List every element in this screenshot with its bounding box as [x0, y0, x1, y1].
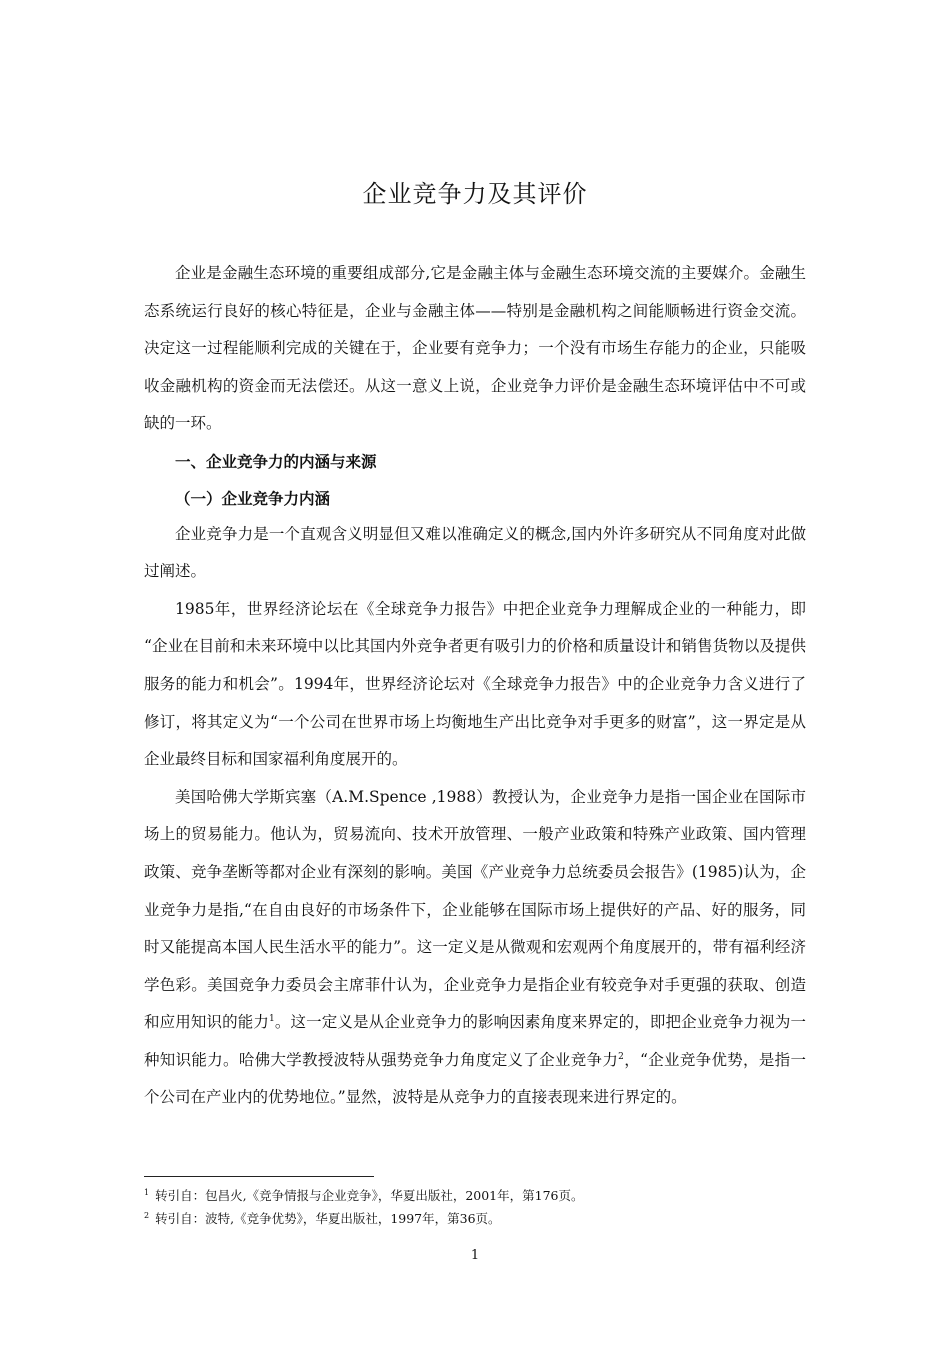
footnote-ref-2[interactable]: 2	[618, 1051, 624, 1062]
footnote-text: 转引自：包昌火,《竞争情报与企业竞争》，华夏出版社，2001年，第176页。	[155, 1188, 584, 1204]
paragraph-intro: 企业是金融生态环境的重要组成部分,它是金融主体与金融生态环境交流的主要媒介。金融生态系统运行良好的核心特征是，企业与金融主体——特别是金融机构之间能顺畅进行资金交流。决定这一过程能顺利完成的关键在于，企业要有竞争力；一个没有市场生存能力的企业，只能吸收金融机构的资金而无法偿还。从这一意义上说，企业竞争力评价是金融生态环境评估中不可或缺的一环。	[144, 264, 806, 433]
footnote-number: 1	[144, 1188, 150, 1197]
footnote-divider	[144, 1176, 374, 1177]
paragraph-wef: 1985年，世界经济论坛在《全球竞争力报告》中把企业竞争力理解成企业的一种能力，即 “企业在目前和未来环境中以比其国内外竞争者更有吸引力的价格和质量设计和销售货物以及提供服务的能力和机会”。1994年，世界经济论坛对《全球竞争力报告》中的企业竞争力含义进行了修订，将其定义为“一个公司在世界市场上均衡地生产出比竞争对手更多的财富”，这一界定是从企业最终目标和国家福利角度展开的。	[144, 599, 806, 769]
footnotes-section	[144, 1176, 806, 1229]
paragraph-definition: 企业竞争力是一个直观含义明显但又难以准确定义的概念,国内外许多研究从不同角度对此做过阐述。	[144, 524, 806, 581]
footnote-ref-1[interactable]: 1	[269, 1014, 275, 1025]
paragraph-spence-part3: ，“企业竞争优势，是指一个公司在产业内的优势地位。”显然，波特是从竞争力的直接表现来进行界定的。	[144, 1050, 806, 1107]
paragraph-spence	[144, 779, 806, 1117]
footnote-item	[144, 1206, 806, 1229]
footnote-number: 2	[144, 1211, 150, 1221]
page-number: 1	[470, 1248, 480, 1263]
section-heading: 一、企业竞争力的内涵与来源	[175, 451, 377, 471]
footnote-item	[144, 1183, 806, 1206]
paragraph-spence-part1: 美国哈佛大学斯宾塞（A.M.Spence ,1988）教授认为，企业竞争力是指一国企业在国际市场上的贸易能力。他认为，贸易流向、技术开放管理、一般产业政策和特殊产业政策、国内管理政策、竞争垄断等都对企业有深刻的影响。美国《产业竞争力总统委员会报告》(1985)认为，企业竞争力是指,“在自由良好的市场条件下，企业能够在国际市场上提供好的产品、好的服务，同时又能提高本国人民生活水平的能力”。这一定义是从微观和宏观两个角度展开的，带有福利经济学色彩。美国竞争力委员会主席菲什认为，企业竞争力是指企业有较竞争对手更强的获取、创造和应用知识的能力	[144, 787, 806, 1032]
paragraph-spence-part2: 。这一定义是从企业竞争力的影响因素角度来界定的，即把企业竞争力视为一种知识能力。哈佛大学教授波特从强势竞争力角度定义了企业竞争力	[144, 1013, 806, 1069]
footnote-text: 转引自：波特,《竞争优势》，华夏出版社，1997年，第36页。	[155, 1211, 501, 1227]
document-body	[144, 255, 806, 1117]
document-title: 企业竞争力及其评价	[362, 180, 588, 208]
subsection-heading: （一）企业竞争力内涵	[175, 488, 331, 508]
